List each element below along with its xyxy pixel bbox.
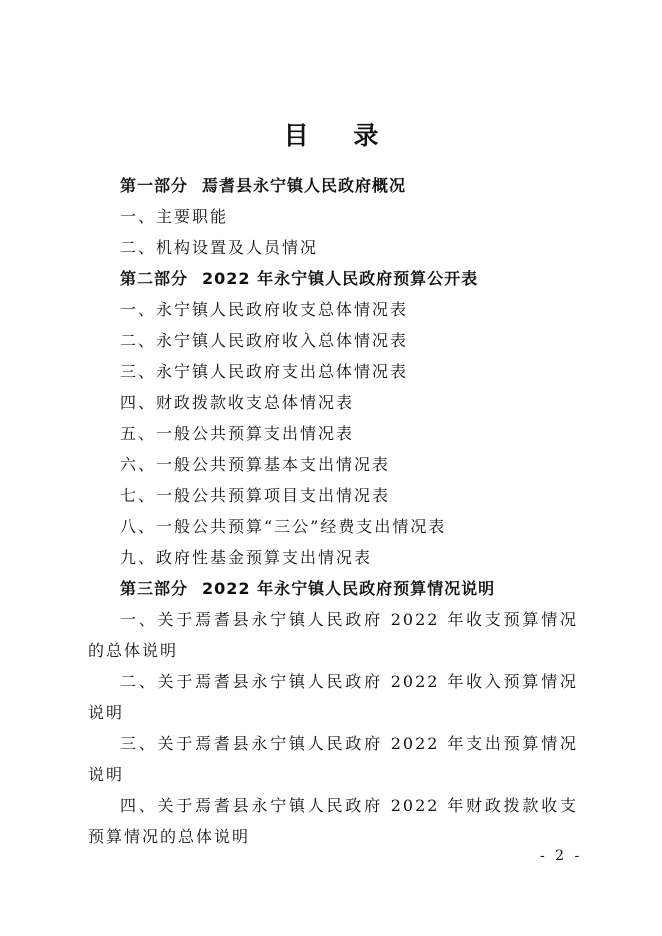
part1-label: 第一部分 bbox=[120, 176, 189, 195]
part3-label: 第三部分 bbox=[120, 579, 189, 598]
toc-entry-3-3[interactable]: 三、关于焉耆县永宁镇人民政府 2022 年支出预算情况说明 bbox=[88, 734, 578, 784]
toc-entry-2-9[interactable]: 九、政府性基金预算支出情况表 bbox=[120, 548, 373, 567]
toc-entry-2-6[interactable]: 六、一般公共预算基本支出情况表 bbox=[120, 455, 391, 474]
toc-entry-2-2[interactable]: 二、永宁镇人民政府收入总体情况表 bbox=[120, 331, 409, 350]
toc-title: 目 录 bbox=[283, 121, 397, 150]
toc-entry-2-1[interactable]: 一、永宁镇人民政府收支总体情况表 bbox=[120, 300, 409, 319]
toc-entry-2-7[interactable]: 七、一般公共预算项目支出情况表 bbox=[120, 486, 391, 505]
toc-entry-2-3[interactable]: 三、永宁镇人民政府支出总体情况表 bbox=[120, 362, 409, 381]
toc-entry-2-4[interactable]: 四、财政拨款收支总体情况表 bbox=[120, 393, 355, 412]
toc-entry-1-2[interactable]: 二、机构设置及人员情况 bbox=[120, 238, 319, 257]
toc-entry-3-2[interactable]: 二、关于焉耆县永宁镇人民政府 2022 年收入预算情况说明 bbox=[88, 672, 578, 722]
part2-title: 2022 年永宁镇人民政府预算公开表 bbox=[202, 269, 479, 288]
part1-heading[interactable] bbox=[88, 170, 578, 201]
toc-entry-2-8[interactable]: 八、一般公共预算“三公”经费支出情况表 bbox=[120, 517, 447, 536]
part3-heading[interactable] bbox=[88, 573, 578, 604]
toc-entry-1-1[interactable]: 一、主要职能 bbox=[120, 207, 229, 226]
table-of-contents bbox=[88, 170, 578, 852]
page-number: - 2 - bbox=[540, 848, 583, 864]
part2-heading[interactable] bbox=[88, 263, 578, 294]
part2-label: 第二部分 bbox=[120, 269, 189, 288]
part1-title: 焉耆县永宁镇人民政府概况 bbox=[202, 176, 407, 195]
toc-entry-2-5[interactable]: 五、一般公共预算支出情况表 bbox=[120, 424, 355, 443]
part3-title: 2022 年永宁镇人民政府预算情况说明 bbox=[202, 579, 496, 598]
toc-entry-3-1[interactable]: 一、关于焉耆县永宁镇人民政府 2022 年收支预算情况的总体说明 bbox=[88, 610, 578, 660]
toc-entry-3-4[interactable]: 四、关于焉耆县永宁镇人民政府 2022 年财政拨款收支预算情况的总体说明 bbox=[88, 796, 578, 846]
